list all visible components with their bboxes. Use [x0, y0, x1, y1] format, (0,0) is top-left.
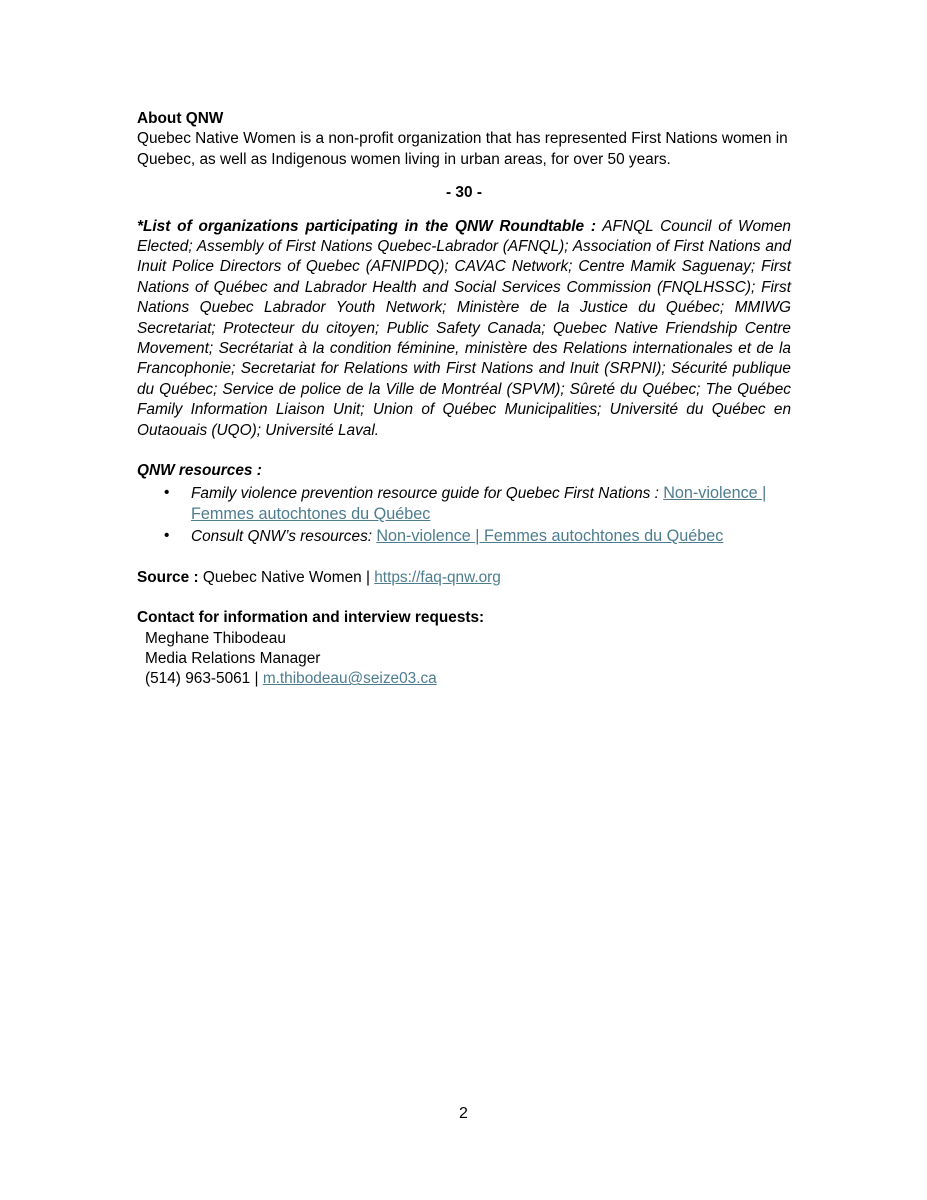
source-label: Source : [137, 568, 199, 586]
resource-description: Family violence prevention resource guide for Quebec First Nations : [191, 484, 664, 502]
organizations-paragraph [137, 217, 791, 441]
source-website-link[interactable]: https://faq-qnw.org [374, 568, 501, 586]
list-item [137, 526, 791, 547]
contact-details [137, 629, 791, 690]
organizations-lead: *List of organizations participating in the QNW Roundtable : [137, 217, 597, 235]
about-title: About QNW [137, 110, 224, 127]
contact-role: Media Relations Manager [145, 649, 321, 667]
contact-email-link[interactable]: m.thibodeau@seize03.ca [262, 670, 437, 688]
list-item [137, 483, 791, 526]
contact-phone: (514) 963-5061 | [145, 670, 263, 688]
bullet-icon: • [164, 483, 170, 501]
organizations-text: AFNQL Council of Women Elected; Assembly of First Nations Quebec-Labrador (AFNQL); Association of First Nations and Inuit Police Directors of Quebec (AFNIPDQ); CAVAC Network; Centre Mamik Saguenay; First Nations of Québec and Labrador Health and Social Services Commission (FNQLHSSC); First Nations Quebec Labrador Youth Network; Ministère de la Justice du Québec; MMIWG Secretariat; Protecteur du citoyen; Public Safety Canada; Quebec Native Friendship Centre Movement; Secrétariat à la condition féminine, ministère des Relations internationales et de la Francophonie; Secretariat for Relations with First Nations and Inuit (SRPNI); Sécurité publique du Québec; Service de police de la Ville de Montréal (SPVM); Sûreté du Québec; The Québec Family Information Liaison Unit; Union of Québec Municipalities; Université du Québec en Outaouais (UQO); Université Laval. [137, 217, 791, 439]
resources-title: QNW resources : [137, 462, 262, 480]
resource-description: Consult QNW’s resources: [191, 528, 377, 546]
contact-section [137, 608, 791, 690]
page-content [137, 109, 791, 690]
resource-link-guide[interactable]: Non-violence | Femmes autochtones du Québec [191, 483, 767, 523]
contact-title: Contact for information and interview requests: [137, 609, 485, 627]
about-body: Quebec Native Women is a non-profit organization that has represented First Nations women in Quebec, as well as Indigenous women living in urban areas, for over 50 years. [137, 130, 788, 168]
bullet-icon: • [164, 527, 170, 545]
resources-section [137, 461, 791, 548]
contact-name: Meghane Thibodeau [145, 629, 286, 647]
source-text: Quebec Native Women | [198, 568, 375, 586]
source-line [137, 568, 791, 588]
page-number: 2 [459, 1105, 468, 1122]
about-section [137, 109, 791, 170]
end-marker: - 30 - [446, 184, 482, 202]
resources-list [137, 483, 791, 548]
resource-link-consult[interactable]: Non-violence | Femmes autochtones du Québec [376, 527, 724, 546]
contact-phone-email [145, 669, 791, 689]
